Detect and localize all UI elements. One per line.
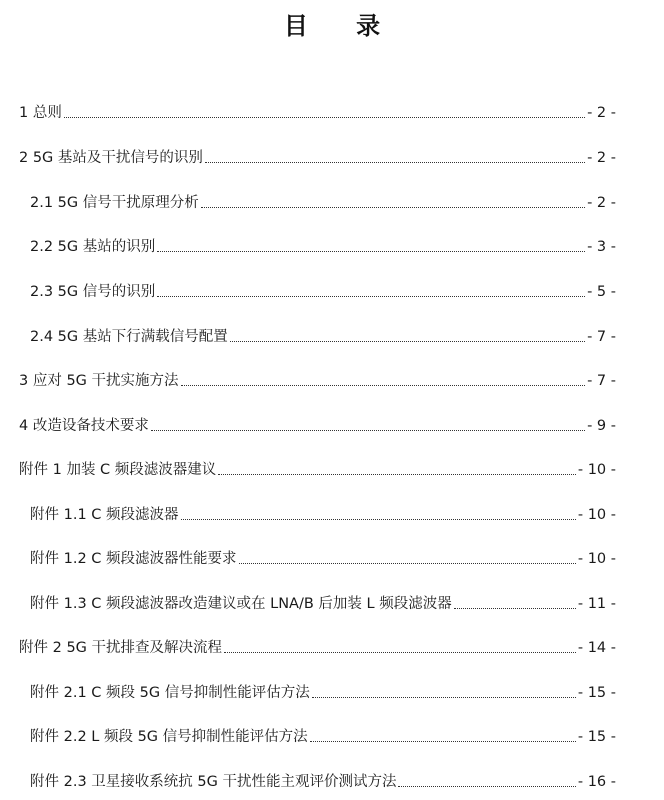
dot-leader <box>151 429 585 431</box>
toc-entry-appendix-1-1[interactable] <box>30 502 616 524</box>
toc-entry-appendix-1-2[interactable] <box>30 546 616 568</box>
dot-leader <box>205 161 585 163</box>
toc-entry-page: - 15 - <box>577 729 616 745</box>
toc-entry-page: - 7 - <box>587 329 616 345</box>
dot-leader <box>239 562 576 564</box>
dot-leader <box>398 785 575 787</box>
toc-entry-2-4[interactable] <box>30 324 616 346</box>
toc-entry-label: 附件 1.1 C 频段滤波器 <box>30 507 179 523</box>
dot-leader <box>157 295 585 297</box>
toc-entry-appendix-2[interactable] <box>19 635 616 657</box>
toc-entry-label: 1 总则 <box>19 105 62 121</box>
toc-entry-appendix-2-3[interactable] <box>30 769 616 791</box>
toc-entry-2-1[interactable] <box>30 190 616 212</box>
toc-entry-page: - 2 - <box>587 195 616 211</box>
toc-entry-appendix-1-3[interactable] <box>30 591 616 613</box>
toc-entry-page: - 16 - <box>577 774 616 790</box>
dot-leader <box>181 384 586 386</box>
toc-entry-label: 附件 2.2 L 频段 5G 信号抑制性能评估方法 <box>30 729 308 745</box>
toc-entry-label: 附件 1.2 C 频段滤波器性能要求 <box>30 551 237 567</box>
toc-entry-page: - 9 - <box>587 418 616 434</box>
dot-leader <box>310 740 576 742</box>
toc-entry-page: - 11 - <box>577 596 616 612</box>
dot-leader <box>230 340 585 342</box>
toc-entry-page: - 2 - <box>587 150 616 166</box>
toc-entry-2[interactable] <box>19 145 616 167</box>
toc-entry-label: 附件 2.1 C 频段 5G 信号抑制性能评估方法 <box>30 685 310 701</box>
dot-leader <box>201 206 585 208</box>
toc-entry-label: 2.4 5G 基站下行满载信号配置 <box>30 329 228 345</box>
dot-leader <box>64 116 585 118</box>
dot-leader <box>218 473 576 475</box>
toc-entry-appendix-2-2[interactable] <box>30 724 616 746</box>
toc-entry-2-2[interactable] <box>30 234 616 256</box>
dot-leader <box>181 518 576 520</box>
dot-leader <box>157 250 585 252</box>
toc-entry-page: - 10 - <box>577 551 616 567</box>
toc-entry-label: 附件 1 加装 C 频段滤波器建议 <box>19 462 217 478</box>
toc-entry-label: 2.2 5G 基站的识别 <box>30 239 156 255</box>
toc-entry-page: - 14 - <box>577 640 616 656</box>
toc-entry-label: 2 5G 基站及干扰信号的识别 <box>19 150 203 166</box>
toc-entry-label: 附件 2.3 卫星接收系统抗 5G 干扰性能主观评价测试方法 <box>30 774 397 790</box>
toc-entry-page: - 15 - <box>577 685 616 701</box>
page-title: 目 录 <box>283 12 401 40</box>
toc-entry-label: 2.3 5G 信号的识别 <box>30 284 156 300</box>
toc-entry-label: 4 改造设备技术要求 <box>19 418 149 434</box>
dot-leader <box>312 696 576 698</box>
toc-entry-appendix-1[interactable] <box>19 457 616 479</box>
dot-leader <box>224 651 576 653</box>
toc-entry-label: 2.1 5G 信号干扰原理分析 <box>30 195 199 211</box>
toc-entry-page: - 2 - <box>587 105 616 121</box>
toc-entry-1[interactable] <box>19 100 616 122</box>
toc-entry-4[interactable] <box>19 413 616 435</box>
toc-entry-2-3[interactable] <box>30 279 616 301</box>
toc-entry-page: - 7 - <box>587 373 616 389</box>
toc-entry-label: 3 应对 5G 干扰实施方法 <box>19 373 179 389</box>
toc-entry-page: - 10 - <box>577 462 616 478</box>
toc-entry-appendix-2-1[interactable] <box>30 680 616 702</box>
toc-entry-page: - 3 - <box>587 239 616 255</box>
toc-entry-label: 附件 1.3 C 频段滤波器改造建议或在 LNA/B 后加装 L 频段滤波器 <box>30 596 452 612</box>
toc-entry-page: - 10 - <box>577 507 616 523</box>
toc-entry-3[interactable] <box>19 368 616 390</box>
dot-leader <box>454 607 576 609</box>
toc-entry-label: 附件 2 5G 干扰排查及解决流程 <box>19 640 223 656</box>
toc-entry-page: - 5 - <box>587 284 616 300</box>
